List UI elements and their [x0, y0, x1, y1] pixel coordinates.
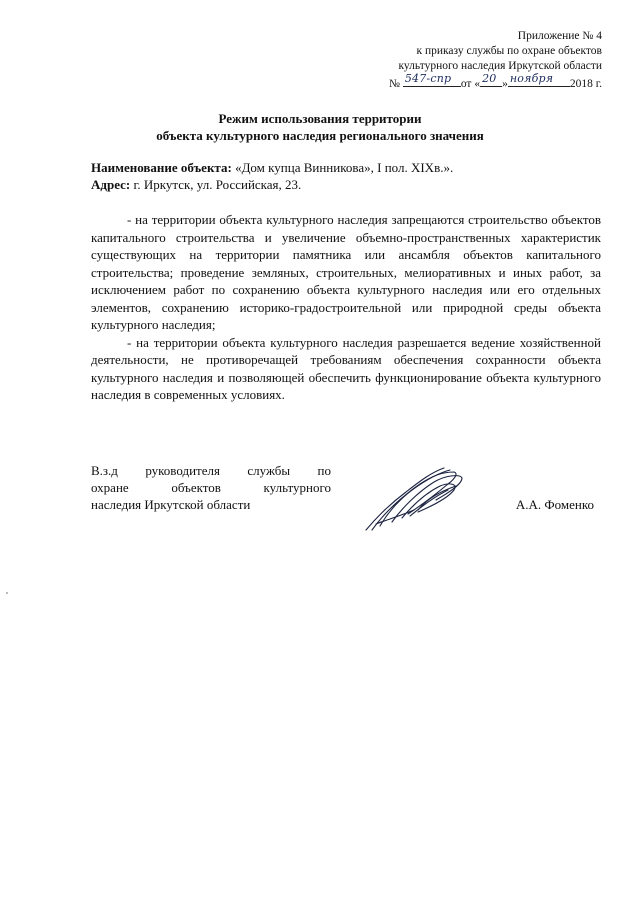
date-from-label: от «: [460, 78, 481, 90]
signatory-position: [91, 462, 331, 513]
position-line-1: В.з.д руководителя службы по: [91, 463, 331, 478]
object-name-label: Наименование объекта:: [91, 160, 232, 175]
permissions-paragraph: - на территории объекта культурного наследия разрешается ведение хозяйственной деятельности, не противоречащей требованиям обеспечения сохранности объекта культурного наследия и позволяющей обеспечить функционирование объекта культурного наследия в современных условиях.: [91, 334, 601, 402]
appendix-title: Приложение № 4: [517, 30, 602, 42]
appendix-authority: культурного наследия Иркутской области: [398, 60, 602, 72]
year-label: 2018 г.: [569, 78, 602, 90]
object-name-value: «Дом купца Винникова», I пол. XIXв.».: [231, 160, 454, 175]
handwritten-day: 20: [482, 72, 497, 85]
document-title: [0, 110, 640, 144]
date-quote-close: »: [502, 78, 508, 90]
position-line-3: наследия Иркутской области: [91, 497, 251, 512]
object-info: [91, 159, 611, 193]
order-number-line: [322, 74, 602, 92]
appendix-header: [322, 29, 602, 92]
regime-body: [91, 211, 601, 404]
prohibitions-paragraph: - на территории объекта культурного наследия запрещаются строительство объектов капитального строительства и увеличение объемно-пространственных характеристик существующих на территории памятника или ансамбля объектов капитального строительства; проведение земляных, строительных, мелиоративных и иных работ, за исключением работ по сохранению объекта культурного наследия или его отдельных элементов, сохранению историко-градостроительной или природной среды объекта культурного наследия;: [91, 212, 601, 332]
month-blank: [508, 74, 570, 87]
order-number-blank: [403, 74, 461, 87]
scan-artifact: [6, 592, 8, 594]
title-line-1: Режим использования территории: [218, 111, 422, 126]
handwritten-signature: [362, 464, 470, 534]
object-name-row: [91, 159, 611, 176]
object-address-row: [91, 176, 611, 193]
object-address-value: г. Иркутск, ул. Российская, 23.: [130, 177, 302, 192]
appendix-order-ref: к приказу службы по охране объектов: [416, 45, 602, 57]
handwritten-month: ноября: [509, 72, 554, 85]
signatory-name: А.А. Фоменко: [515, 497, 594, 512]
handwritten-order-number: 547-спр: [404, 72, 452, 85]
object-address-label: Адрес:: [91, 177, 131, 192]
day-blank: [480, 74, 502, 87]
number-prefix: №: [388, 78, 400, 90]
position-line-2: охране объектов культурного: [91, 480, 331, 495]
title-line-2: объекта культурного наследия регионального значения: [156, 128, 484, 143]
